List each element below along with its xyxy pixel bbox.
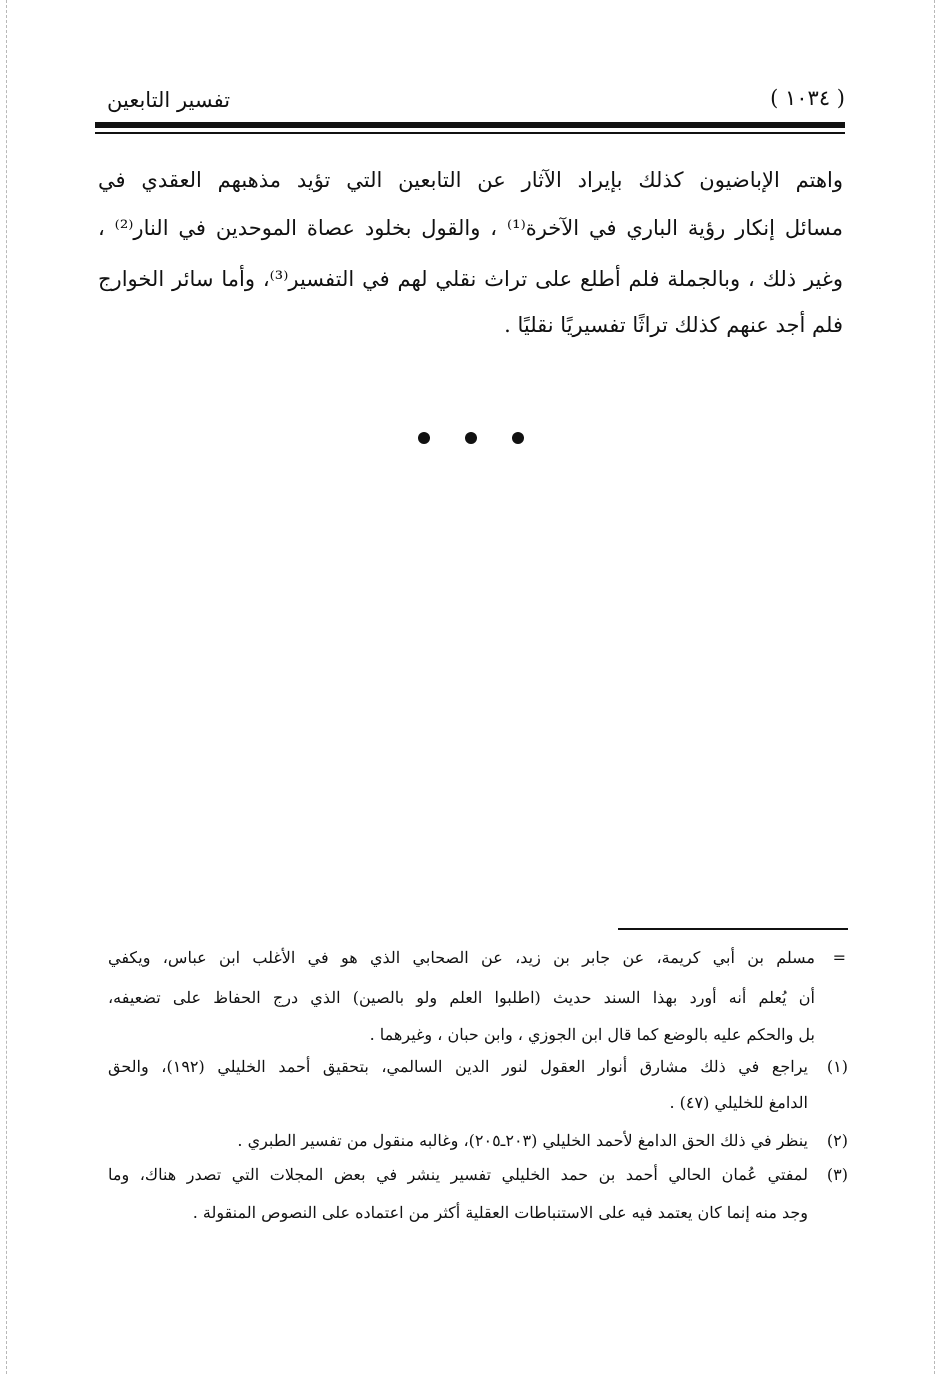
body-line: فلم أجد عنهم كذلك تراثًا تفسيريًا نقليًا .	[504, 313, 843, 337]
footnote-line: الدامغ للخليلي (٤٧) .	[669, 1093, 808, 1112]
footnote-separator	[618, 928, 848, 930]
divider-dot	[418, 432, 430, 444]
footnote-line: يراجع في ذلك مشارق أنوار العقول لنور الدين السالمي، بتحقيق أحمد الخليلي (١٩٢)، والحق	[108, 1057, 808, 1076]
footnote-line: وجد منه إنما كان يعتمد فيه على الاستنباطات العقلية أكثر من اعتماده على النصوص المنقولة .	[192, 1203, 808, 1222]
footnote-number: (١)	[826, 1057, 848, 1076]
left-margin-guide	[6, 0, 7, 1374]
body-line: واهتم الإباضيون كذلك بإيراد الآثار عن التابعين التي تؤيد مذهبهم العقدي في	[98, 168, 843, 192]
body-line: وغير ذلك ، وبالجملة فلم أطلع على تراث نقلي لهم في التفسير⁽³⁾، وأما سائر الخوارج	[98, 267, 843, 291]
footnote-line: ينظر في ذلك الحق الدامغ لأحمد الخليلي (٢٠٣ـ٢٠٥)، وغالبه منقول من تفسير الطبري .	[237, 1131, 808, 1150]
body-line: مسائل إنكار رؤية الباري في الآخرة⁽¹⁾ ، والقول بخلود عصاة الموحدين في النار⁽²⁾ ،	[98, 216, 843, 240]
footnote-number: (٢)	[826, 1131, 848, 1150]
footnote-line: مسلم بن أبي كريمة، عن جابر بن زيد، عن الصحابي الذي هو في الأغلب ابن عباس، ويكفي	[108, 948, 815, 967]
page-number: ( ١٠٣٤ )	[770, 86, 845, 110]
footnote-line: أن يُعلم أنه أورد بهذا السند حديث (اطلبوا العلم ولو بالصين) الذي درج الحفاظ على تضعيفه،	[108, 988, 815, 1007]
footnote-line: لمفتي عُمان الحالي أحمد بن حمد الخليلي تفسير ينشر في بعض المجلات التي تصدر هناك، وما	[108, 1165, 808, 1184]
footnote-number: (٣)	[826, 1165, 848, 1184]
running-title: تفسير التابعين	[107, 88, 231, 112]
page-header	[95, 82, 845, 118]
header-rule-thin	[95, 132, 845, 134]
divider-dot	[465, 432, 477, 444]
footnote-continuation-marker: =	[832, 948, 846, 967]
header-rule-thick	[95, 122, 845, 128]
divider-dot	[512, 432, 524, 444]
right-margin-guide	[934, 0, 935, 1374]
section-divider-dots	[418, 428, 524, 448]
footnote-line: بل والحكم عليه بالوضع كما قال ابن الجوزي ، وابن حبان ، وغيرهما .	[369, 1025, 815, 1044]
